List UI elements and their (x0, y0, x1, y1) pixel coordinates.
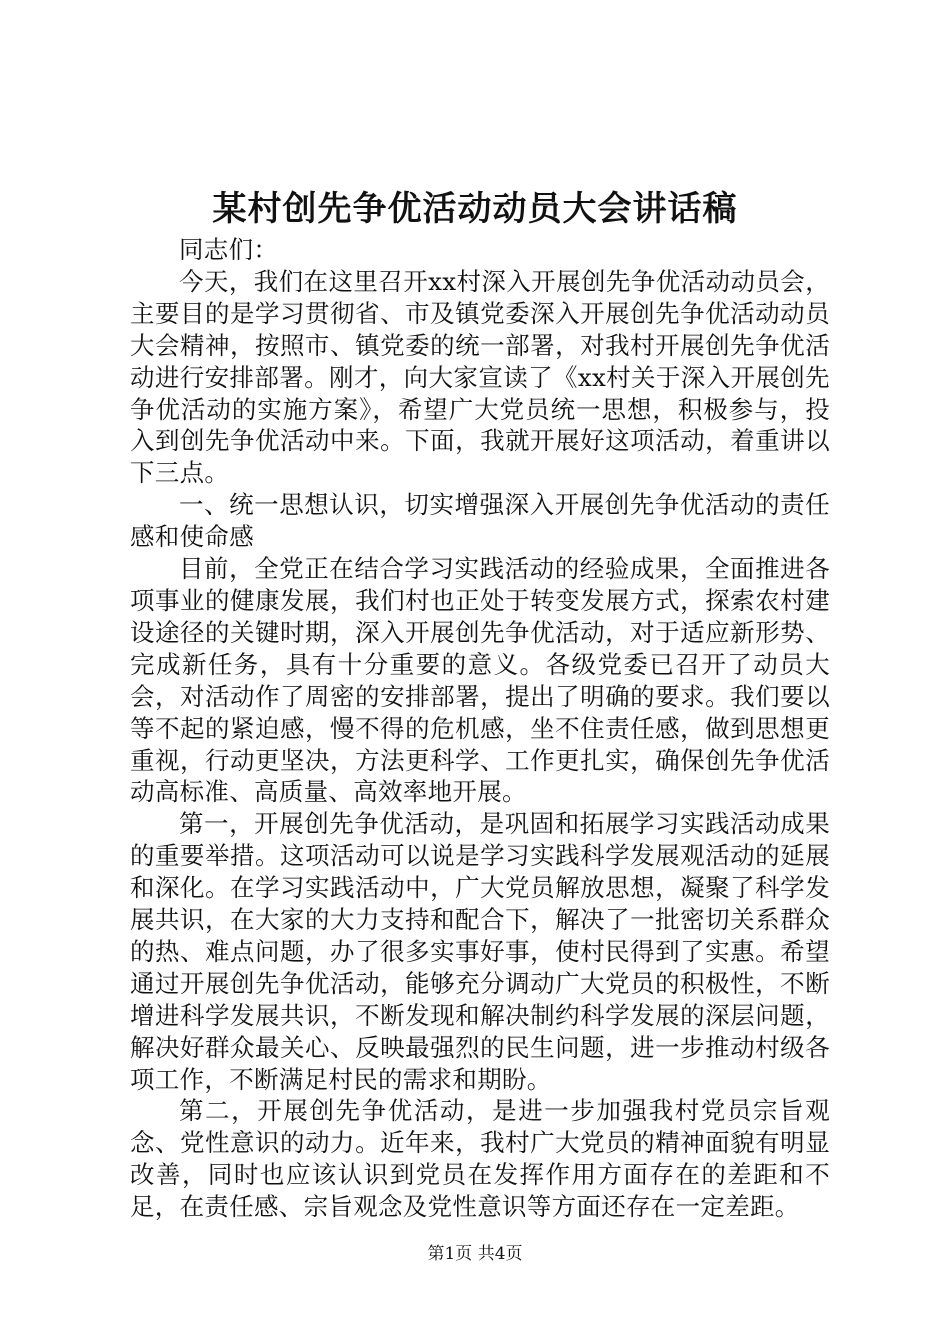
page-footer: 第1页 共4页 (427, 1244, 523, 1264)
salutation: 同志们： (179, 235, 279, 264)
document-title: 某村创先争优活动动员大会讲话稿 (212, 189, 738, 229)
section-heading-1: 一、统一思想认识，切实增强深入开展创先争优活动的责任感和使命感 (130, 490, 830, 552)
document-body (130, 234, 830, 1223)
paragraph-intro: 今天，我们在这里召开xx村深入开展创先争优活动动员会，主要目的是学习贯彻省、市及镇党委深入开展创先争优活动动员大会精神，按照市、镇党委的统一部署，对我村开展创先争优活动进行安排部署。刚才，向大家宣读了《xx村关于深入开展创先争优活动的实施方案》，希望广大党员统一思想，积极参与，投入到创先争优活动中来。下面，我就开展好这项活动，着重讲以下三点。 (130, 266, 830, 488)
paragraph-context: 目前，全党正在结合学习实践活动的经验成果，全面推进各项事业的健康发展，我们村也正处于转变发展方式，探索农村建设途径的关键时期，深入开展创先争优活动，对于适应新形势、完成新任务，具有十分重要的意义。各级党委已召开了动员大会，对活动作了周密的安排部署，提出了明确的要求。我们要以等不起的紧迫感，慢不得的危机感，坐不住责任感，做到思想更重视，行动更坚决，方法更科学、工作更扎实，确保创先争优活动高标准、高质量、高效率地开展。 (130, 554, 830, 807)
paragraph-first-point: 第一，开展创先争优活动，是巩固和拓展学习实践活动成果的重要举措。这项活动可以说是学习实践科学发展观活动的延展和深化。在学习实践活动中，广大党员解放思想，凝聚了科学发展共识，在大家的大力支持和配合下，解决了一批密切关系群众的热、难点问题，办了很多实事好事，使村民得到了实惠。希望通过开展创先争优活动，能够充分调动广大党员的积极性，不断增进科学发展共识，不断发现和解决制约科学发展的深层问题，解决好群众最关心、反映最强烈的民生问题，进一步推动村级各项工作，不断满足村民的需求和期盼。 (130, 809, 830, 1094)
paragraph-second-point: 第二，开展创先争优活动，是进一步加强我村党员宗旨观念、党性意识的动力。近年来，我村广大党员的精神面貌有明显改善，同时也应该认识到党员在发挥作用方面存在的差距和不足，在责任感、宗旨观念及党性意识等方面还存在一定差距。 (130, 1096, 830, 1222)
